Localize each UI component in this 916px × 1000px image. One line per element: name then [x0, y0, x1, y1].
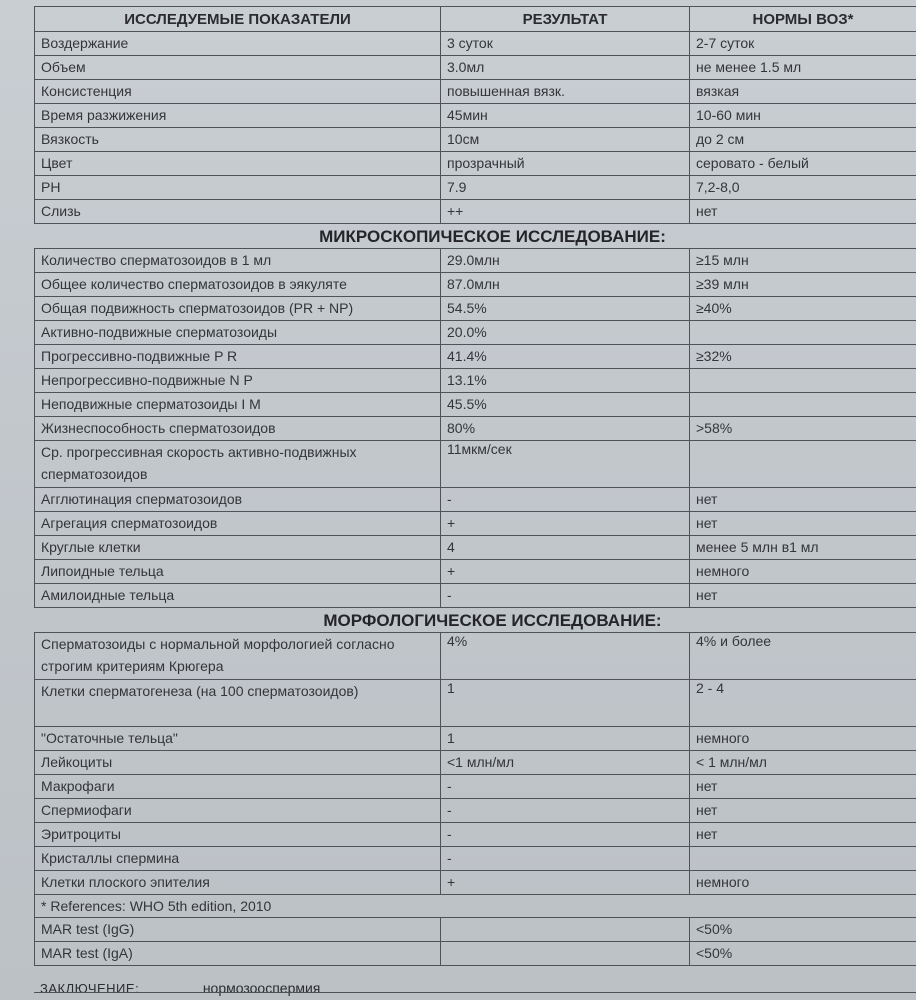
table-row	[35, 942, 916, 966]
row-norm	[690, 369, 916, 393]
row-name: Активно-подвижные сперматозоиды	[35, 321, 441, 345]
header-norms: НОРМЫ ВОЗ*	[690, 7, 916, 32]
references-blank-cell	[690, 895, 916, 918]
row-name: PH	[35, 176, 441, 200]
table-row	[35, 584, 916, 608]
row-result: 80%	[441, 417, 690, 441]
row-norm: 4% и более	[690, 633, 916, 680]
row-result: 11мкм/сек	[441, 441, 690, 488]
row-result: ++	[441, 200, 690, 224]
table-row	[35, 488, 916, 512]
row-result: 87.0млн	[441, 273, 690, 297]
row-name: Непрогрессивно-подвижные N P	[35, 369, 441, 393]
row-result	[441, 918, 690, 942]
table-row	[35, 128, 916, 152]
row-result	[441, 942, 690, 966]
row-norm	[690, 847, 916, 871]
table-row	[35, 775, 916, 799]
row-result: -	[441, 823, 690, 847]
row-result: +	[441, 512, 690, 536]
row-name: Сперматозоиды с нормальной морфологией согласно строгим критериям Крюгера	[35, 633, 441, 680]
row-name: Агглютинация сперматозоидов	[35, 488, 441, 512]
row-result: +	[441, 871, 690, 895]
table-row	[35, 176, 916, 200]
table-row	[35, 441, 916, 488]
row-result: 45мин	[441, 104, 690, 128]
row-name: Время разжижения	[35, 104, 441, 128]
table-row	[35, 751, 916, 775]
table-row	[35, 633, 916, 680]
table-row	[35, 152, 916, 176]
row-norm: 10-60 мин	[690, 104, 916, 128]
table-row	[35, 727, 916, 751]
row-result: 4%	[441, 633, 690, 680]
section-title-row	[35, 224, 916, 249]
row-norm	[690, 393, 916, 417]
row-name: Кристаллы спермина	[35, 847, 441, 871]
table-row	[35, 512, 916, 536]
row-name: Консистенция	[35, 80, 441, 104]
row-result: 54.5%	[441, 297, 690, 321]
conclusion-label: ЗАКЛЮЧЕНИЕ:	[40, 981, 140, 996]
row-name: MAR test (IgG)	[35, 918, 441, 942]
row-norm: не менее 1.5 мл	[690, 56, 916, 80]
row-result: 13.1%	[441, 369, 690, 393]
row-result: 7.9	[441, 176, 690, 200]
row-name: Жизнеспособность сперматозоидов	[35, 417, 441, 441]
table-row	[35, 32, 916, 56]
row-result: -	[441, 584, 690, 608]
row-name: Неподвижные сперматозоиды I M	[35, 393, 441, 417]
row-norm: немного	[690, 727, 916, 751]
row-result: 3.0мл	[441, 56, 690, 80]
table-row	[35, 200, 916, 224]
row-name: Лейкоциты	[35, 751, 441, 775]
row-result: повышенная вязк.	[441, 80, 690, 104]
row-norm: 2 - 4	[690, 680, 916, 727]
row-name: "Остаточные тельца"	[35, 727, 441, 751]
row-result: 41.4%	[441, 345, 690, 369]
row-name: Агрегация сперматозоидов	[35, 512, 441, 536]
row-norm: < 1 млн/мл	[690, 751, 916, 775]
row-name: Слизь	[35, 200, 441, 224]
row-result: 29.0млн	[441, 249, 690, 273]
row-result: 4	[441, 536, 690, 560]
row-result: 45.5%	[441, 393, 690, 417]
header-result: РЕЗУЛЬТАТ	[441, 7, 690, 32]
row-name: Ср. прогрессивная скорость активно-подвижных сперматозоидов	[35, 441, 441, 488]
row-name: Общая подвижность сперматозоидов (PR + NP)	[35, 297, 441, 321]
references-row	[35, 895, 916, 918]
table-row	[35, 393, 916, 417]
microscopic-section-title: МИКРОСКОПИЧЕСКОЕ ИССЛЕДОВАНИЕ:	[35, 224, 916, 249]
references-note: * References: WHO 5th edition, 2010	[35, 895, 690, 918]
row-result: 3 суток	[441, 32, 690, 56]
row-norm: 2-7 суток	[690, 32, 916, 56]
header-indicators: ИССЛЕДУЕМЫЕ ПОКАЗАТЕЛИ	[35, 7, 441, 32]
row-norm: серовато - белый	[690, 152, 916, 176]
conclusion-underline	[34, 992, 916, 993]
table-row	[35, 80, 916, 104]
table-row	[35, 799, 916, 823]
table-row	[35, 871, 916, 895]
row-result: -	[441, 847, 690, 871]
row-norm: немного	[690, 560, 916, 584]
row-result: -	[441, 799, 690, 823]
conclusion-value: нормозооспермия	[202, 980, 321, 996]
table-header-row	[35, 7, 916, 32]
table-row	[35, 345, 916, 369]
table-row	[35, 918, 916, 942]
row-name: Прогрессивно-подвижные P R	[35, 345, 441, 369]
row-norm: нет	[690, 823, 916, 847]
row-norm	[690, 441, 916, 488]
row-norm	[690, 321, 916, 345]
table-row	[35, 560, 916, 584]
row-name: Клетки плоского эпителия	[35, 871, 441, 895]
row-result: 10см	[441, 128, 690, 152]
table-row	[35, 417, 916, 441]
row-name: Липоидные тельца	[35, 560, 441, 584]
row-norm: ≥15 млн	[690, 249, 916, 273]
row-name: Количество сперматозоидов в 1 мл	[35, 249, 441, 273]
row-norm: менее 5 млн в1 мл	[690, 536, 916, 560]
row-norm: нет	[690, 584, 916, 608]
row-name: Спермиофаги	[35, 799, 441, 823]
row-norm: <50%	[690, 918, 916, 942]
row-result: -	[441, 488, 690, 512]
table-row	[35, 823, 916, 847]
table-row	[35, 104, 916, 128]
row-result: 1	[441, 727, 690, 751]
row-name: Эритроциты	[35, 823, 441, 847]
table-row	[35, 321, 916, 345]
row-norm: 7,2-8,0	[690, 176, 916, 200]
table-row	[35, 249, 916, 273]
table-row	[35, 56, 916, 80]
row-name: Объем	[35, 56, 441, 80]
table-row	[35, 273, 916, 297]
row-result: прозрачный	[441, 152, 690, 176]
conclusion	[40, 980, 320, 996]
row-norm: немного	[690, 871, 916, 895]
row-name: MAR test (IgA)	[35, 942, 441, 966]
row-result: 1	[441, 680, 690, 727]
row-name: Цвет	[35, 152, 441, 176]
row-result: 20.0%	[441, 321, 690, 345]
row-name: Вязкость	[35, 128, 441, 152]
row-name: Клетки сперматогенеза (на 100 сперматозоидов)	[35, 680, 441, 727]
row-name: Круглые клетки	[35, 536, 441, 560]
row-norm: нет	[690, 512, 916, 536]
row-result: <1 млн/мл	[441, 751, 690, 775]
row-norm: нет	[690, 200, 916, 224]
results-table	[34, 6, 916, 966]
table-row	[35, 680, 916, 727]
row-norm: ≥39 млн	[690, 273, 916, 297]
row-norm: ≥32%	[690, 345, 916, 369]
row-norm: вязкая	[690, 80, 916, 104]
row-norm: нет	[690, 488, 916, 512]
row-name: Макрофаги	[35, 775, 441, 799]
table-row	[35, 847, 916, 871]
table-row	[35, 369, 916, 393]
table-row	[35, 297, 916, 321]
row-name: Общее количество сперматозоидов в эякуляте	[35, 273, 441, 297]
morphological-section-title: МОРФОЛОГИЧЕСКОЕ ИССЛЕДОВАНИЕ:	[35, 608, 916, 633]
row-norm: до 2 см	[690, 128, 916, 152]
row-norm: нет	[690, 775, 916, 799]
row-name: Амилоидные тельца	[35, 584, 441, 608]
row-norm: ≥40%	[690, 297, 916, 321]
row-norm: нет	[690, 799, 916, 823]
row-name: Воздержание	[35, 32, 441, 56]
section-title-row	[35, 608, 916, 633]
table-row	[35, 536, 916, 560]
row-result: -	[441, 775, 690, 799]
row-result: +	[441, 560, 690, 584]
row-norm: <50%	[690, 942, 916, 966]
row-norm: >58%	[690, 417, 916, 441]
